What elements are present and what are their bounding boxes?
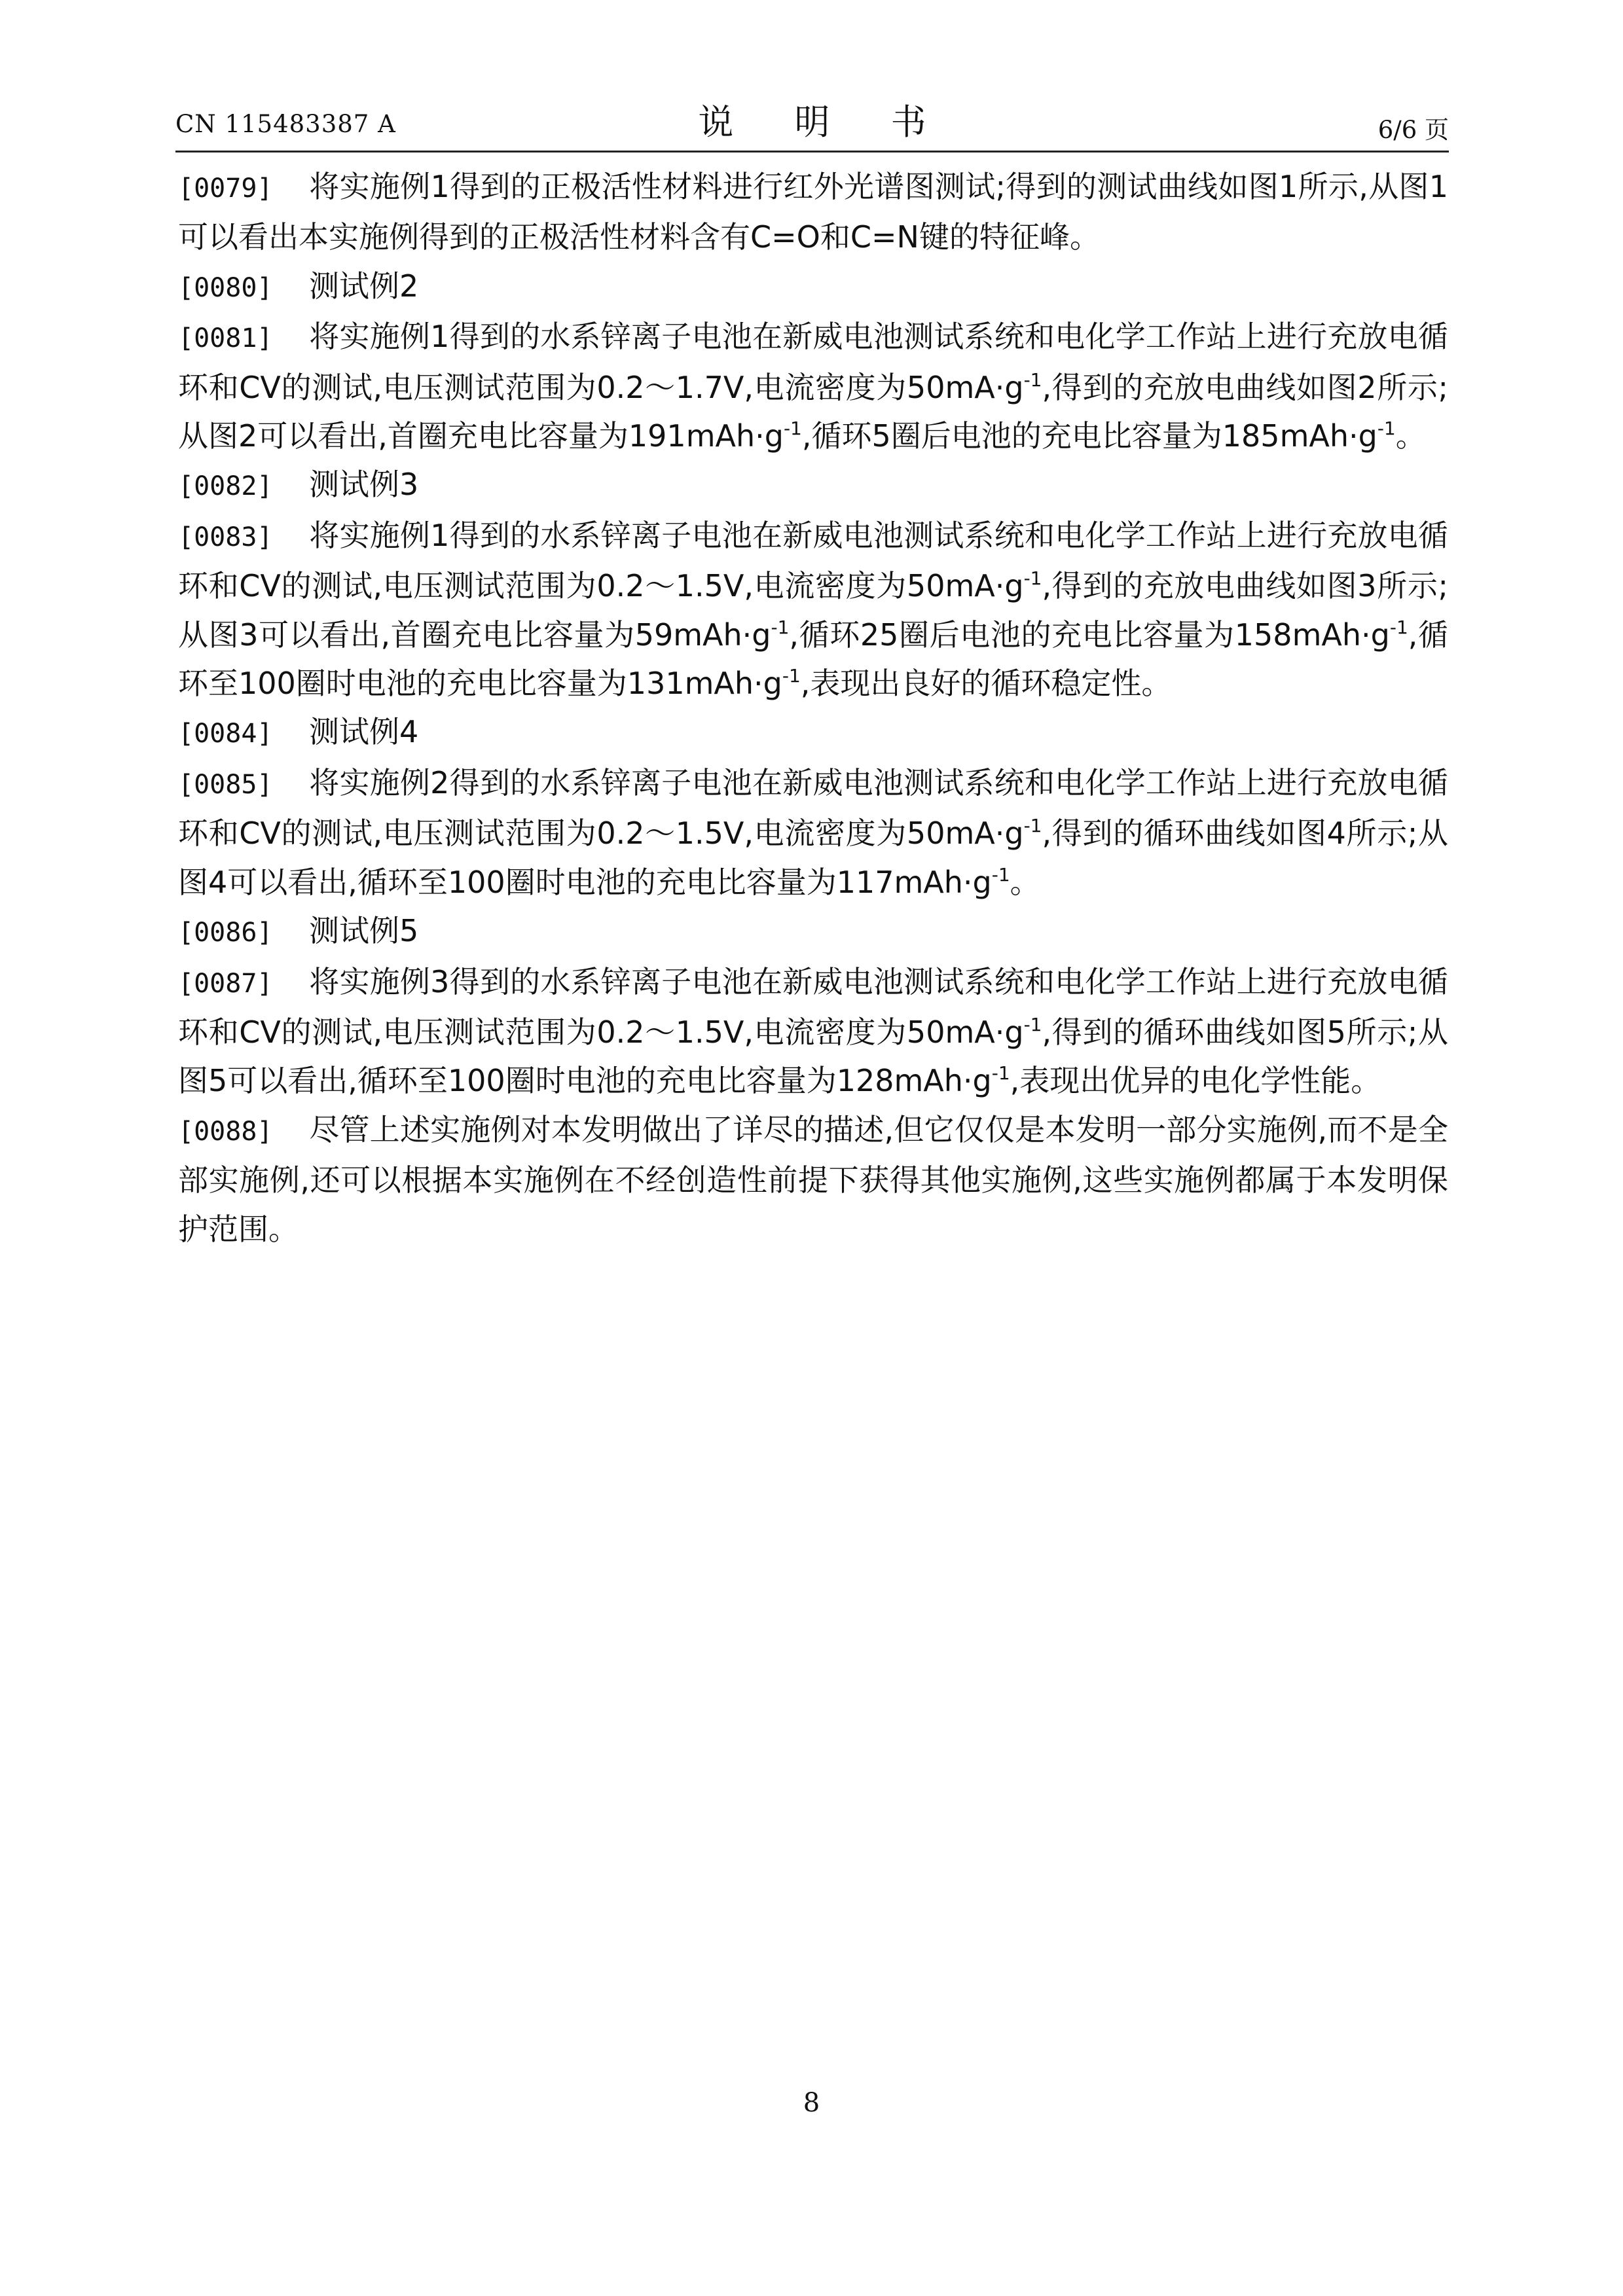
paragraph-0083 [178,511,1448,708]
paragraph-number: [0085] [178,769,273,800]
page-header [175,92,1449,151]
paragraph-text: ,循环至100圈时电池的充电比容量为131mAh·g [178,617,1449,702]
paragraph-text: 将实施例1得到的水系锌离子电池在新威电池测试系统和电化学工作站上进行充放电循环和CV的测试,电压测试范围为0.2～1.7V,电流密度为50mA·g [178,319,1448,405]
section-heading: 测试例5 [309,913,419,949]
header-rule [175,151,1449,152]
paragraph-text: 尽管上述实施例对本发明做出了详尽的描述,但它仅仅是本发明一部分实施例,而不是全部实施例,还可以根据本实施例在不经创造性前提下获得其他实施例,这些实施例都属于本发明保护范围。 [178,1111,1448,1247]
paragraph-0081 [178,312,1448,460]
superscript: -1 [1023,815,1042,837]
paragraph-text: ,得到的循环曲线如图4所示;从图4可以看出,循环至100圈时电池的充电比容量为117mAh·g [178,816,1449,900]
paragraph-number: [0086] [178,918,273,948]
paragraph-text: ,循环5圈后电池的充电比容量为185mAh·g [801,418,1377,454]
superscript: -1 [991,1062,1010,1085]
paragraph-text: 将实施例3得到的水系锌离子电池在新威电池测试系统和电化学工作站上进行充放电循环和CV的测试,电压测试范围为0.2～1.5V,电流密度为50mA·g [178,963,1448,1050]
paragraph-number: [0083] [178,522,273,552]
paragraph-text: 。 [1395,418,1426,454]
paragraph-0087 [178,958,1448,1105]
paragraph-0085 [178,759,1448,906]
paragraph-0088 [178,1105,1448,1253]
paragraph-text: 将实施例1得到的水系锌离子电池在新威电池测试系统和电化学工作站上进行充放电循环和CV的测试,电压测试范围为0.2～1.5V,电流密度为50mA·g [178,517,1448,604]
paragraph-text: ,表现出良好的循环稳定性。 [800,666,1172,702]
superscript: -1 [991,863,1010,886]
paragraph-number: [0084] [178,719,273,749]
paragraph-text: 将实施例1得到的正极活性材料进行红外光谱图测试;得到的测试曲线如图1所示,从图1可以看出本实施例得到的正极活性材料含有C=O和C=N键的特征峰。 [178,169,1448,255]
superscript: -1 [1377,418,1396,440]
paragraph-0082 [178,460,1448,511]
paragraph-text: ,表现出优异的电化学性能。 [1010,1063,1381,1099]
superscript: -1 [1023,1013,1042,1035]
paragraph-text: 将实施例2得到的水系锌离子电池在新威电池测试系统和电化学工作站上进行充放电循环和CV的测试,电压测试范围为0.2～1.5V,电流密度为50mA·g [178,764,1448,852]
paragraph-number: [0079] [178,173,273,204]
paragraph-number: [0080] [178,272,273,303]
paragraph-0084 [178,708,1448,758]
paragraph-number: [0082] [178,471,273,502]
paragraph-text: ,得到的充放电曲线如图2所示;从图2可以看出,首圈充电比容量为191mAh·g [178,369,1449,454]
paragraph-0086 [178,906,1448,957]
document-title: 说 明 书 [698,101,951,143]
superscript: -1 [771,616,790,638]
page-indicator: 6/6 页 [1377,116,1449,144]
page-number: 8 [803,2088,820,2118]
superscript: -1 [1389,616,1408,638]
paragraph-0079 [178,162,1448,262]
paragraph-number: [0088] [178,1116,273,1147]
paragraph-text: 。 [1010,864,1040,900]
section-heading: 测试例3 [309,467,419,503]
paragraph-number: [0087] [178,968,273,999]
paragraph-text: ,得到的充放电曲线如图3所示;从图3可以看出,首圈充电比容量为59mAh·g [178,568,1449,653]
superscript: -1 [1023,567,1042,590]
section-heading: 测试例4 [309,714,419,750]
superscript: -1 [783,418,802,440]
paragraph-0080 [178,262,1448,312]
section-heading: 测试例2 [309,268,419,304]
paragraph-text: ,得到的循环曲线如图5所示;从图5可以看出,循环至100圈时电池的充电比容量为128mAh·g [178,1014,1449,1099]
publication-number: CN 115483387 A [175,110,396,138]
paragraph-number: [0081] [178,323,273,354]
paragraph-text: ,循环25圈后电池的充电比容量为158mAh·g [789,617,1390,653]
superscript: -1 [782,665,801,687]
superscript: -1 [1023,368,1042,391]
document-body [178,162,1448,1253]
